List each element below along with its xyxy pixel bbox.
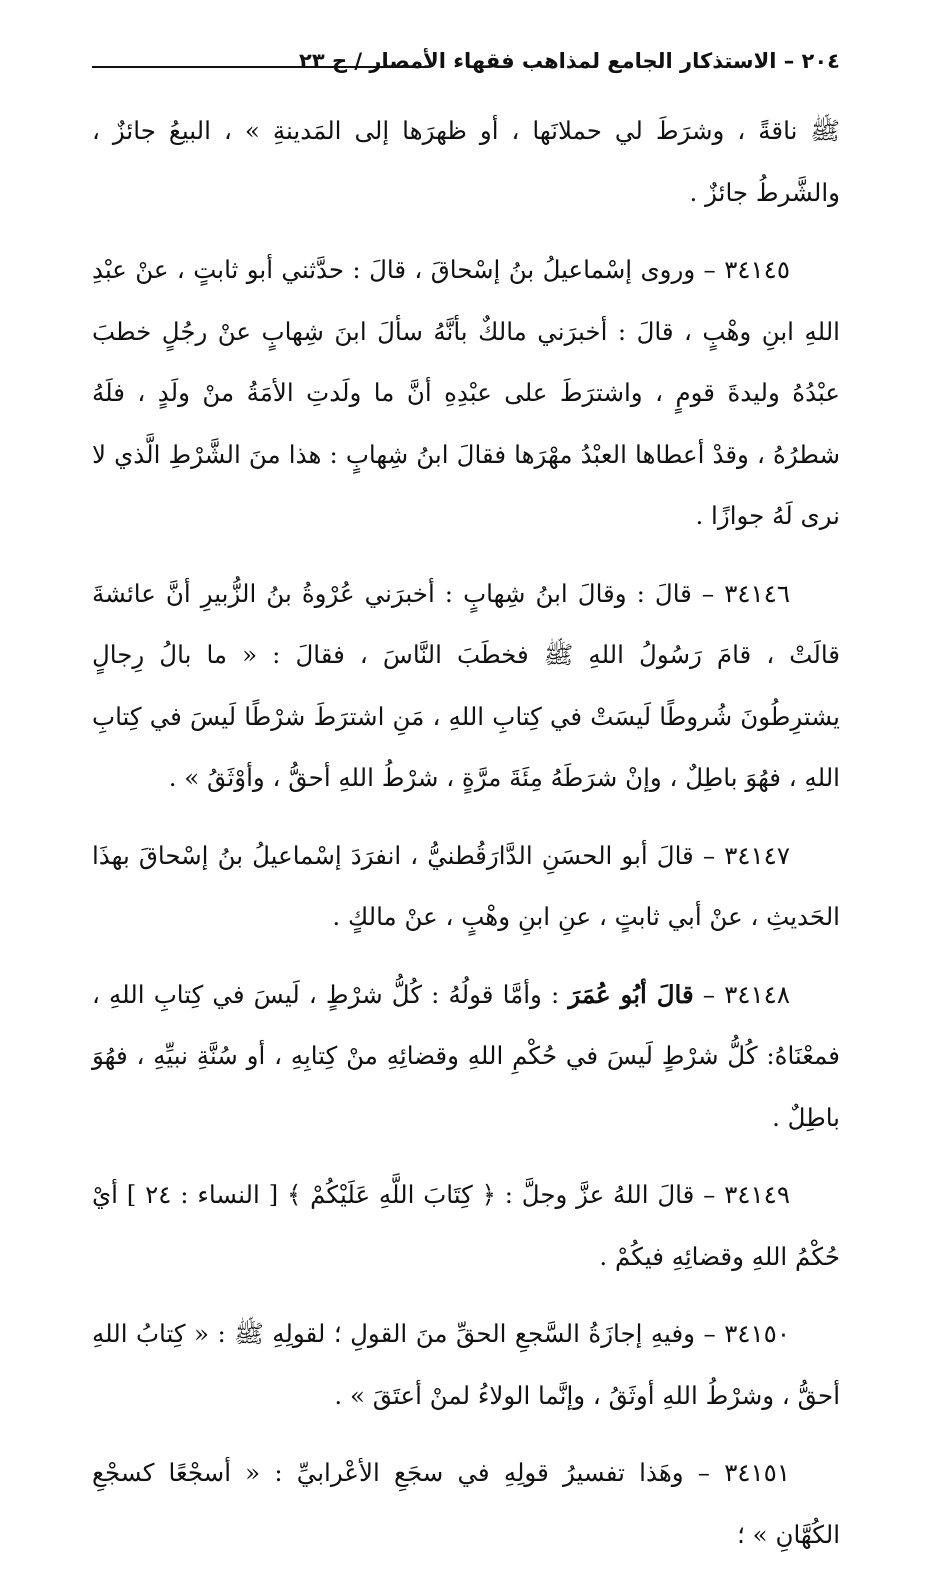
paragraph-number: ٣٤١٤٩ xyxy=(724,1180,790,1209)
paragraph-34145 xyxy=(92,239,840,547)
paragraph-34150 xyxy=(92,1303,840,1426)
paragraph-number: ٣٤١٥٠ xyxy=(724,1319,790,1348)
paragraph-number: ٣٤١٥١ xyxy=(724,1458,790,1487)
paragraph-number: ٣٤١٤٥ xyxy=(724,255,790,284)
paragraph-text: – قالَ أبو الحسَنِ الدَّارَقُطنيُّ ، انفرَدَ إسْماعيلُ بنُ إسْحاقَ بهذَا الحَديثِ ، عنْ أبي ثابتٍ ، عنِ ابنِ وهْبٍ ، عنْ مالكٍ . xyxy=(92,840,840,931)
paragraph-text: – قالَ اللهُ عزَّ وجلَّ : ﴿ كِتَابَ اللَّهِ عَلَيْكُمْ ﴾ [ النساء : ٢٤ ] أيْ حُكْمُ اللهِ وقضائِهِ فيكُمْ . xyxy=(92,1180,840,1271)
header-rule xyxy=(92,66,427,68)
paragraph-text: : وأمَّا قولُهُ : كُلُّ شرْطٍ ، لَيسَ في كِتابِ اللهِ ، فمعْنَاهُ: كُلُّ شرْطٍ لَيسَ في حُكْمِ اللهِ وقضائِهِ منْ كِتابِهِ ، أو سُنَّةِ نبيِّهِ ، فهُوَ باطِلٌ . xyxy=(92,979,840,1132)
paragraph-34148: ٣٤١٤٨ – قالَ أبُو عُمَرَ : وأمَّا قولُهُ : كُلُّ شرْطٍ ، لَيسَ في كِتابِ اللهِ ، فمعْنَاهُ: كُلُّ شرْطٍ لَيسَ في حُكْمِ اللهِ وقضائِهِ منْ كِتابِهِ ، أو سُنَّةِ نبيِّهِ ، فهُوَ باطِلٌ . xyxy=(92,979,840,1132)
paragraph-34149 xyxy=(92,1164,840,1287)
header-title: ٢٠٤ – الاستذكار الجامع لمذاهب فقهاء الأمصار / ج ٢٣ xyxy=(299,49,840,73)
paragraph-text: – قالَ : وقالَ ابنُ شِهابٍ : أخبرَني عُرْوةُ بنُ الزُّبيرِ أنَّ عائشةَ قالَتْ ، قامَ رَسُولُ اللهِ ﷺ فخطَبَ النَّاسَ ، فقالَ : « ما بالُ رِجالٍ يشترِطُونَ شُروطًا لَيسَتْ في كِتابِ اللهِ ، مَنِ اشترَطَ شرْطًا لَيسَ في كِتابِ اللهِ ، فهُوَ باطِلٌ ، وإنْ شرَطَهُ مِئَةَ مرَّةٍ ، شرْطُ اللهِ أحقُّ ، وأوْثَقُ » . xyxy=(92,578,840,792)
paragraph-number: ٣٤١٤٦ xyxy=(724,578,790,608)
paragraph-lead: قالَ أبُو عُمَرَ xyxy=(568,979,694,1009)
paragraph-continuation xyxy=(92,100,840,223)
paragraph-text: – وفيهِ إجازَةُ السَّجعِ الحقِّ منَ القولِ ؛ لقولِهِ ﷺ : « كِتابُ اللهِ أحقُّ ، وشرْطُ اللهِ أوثَقُ ، وإنَّما الولاءُ لمنْ أعتَقَ » . xyxy=(92,1319,840,1410)
paragraph-text: – وروى إسْماعيلُ بنُ إسْحاقَ ، قالَ : حدَّثني أبو ثابتٍ ، عنْ عبْدِ اللهِ ابنِ وهْبٍ ، قالَ : أخبرَني مالكٌ بأنَّهُ سألَ ابنَ شِهابٍ عنْ رجُلٍ خطبَ عبْدُهُ وليدةَ قومٍ ، واشترَطَ على عبْدِهِ أنَّ ما ولَدتِ الأمَةُ منْ ولَدٍ ، فلَهُ شطرُهُ ، وقدْ أعطاها العبْدُ مهْرَها فقالَ ابنُ شِهابٍ : هذا منَ الشَّرْطِ الَّذي لا نرى لَهُ جوازًا . xyxy=(92,255,840,530)
paragraph-text: – وهَذا تفسيرُ قولِهِ في سجَعِ الأعْرابيِّ : « أسجْعًا كسجْعِ الكُهَّانِ » ؛ xyxy=(92,1458,840,1549)
paragraph-34146 xyxy=(92,563,840,809)
paragraph-34147 xyxy=(92,825,840,948)
paragraph-34151 xyxy=(92,1442,840,1565)
paragraph-number: ٣٤١٤٧ xyxy=(724,840,790,870)
body-text xyxy=(92,100,840,1581)
paragraph-text: ﷺ ناقةً ، وشرَطَ لي حملانَها ، أو ظهرَها إلى المَدينةِ » ، البيعُ جائزٌ ، والشَّرطُ جائزٌ . xyxy=(92,116,840,207)
paragraph-number: ٣٤١٤٨ xyxy=(724,979,790,1009)
running-header xyxy=(92,44,840,84)
